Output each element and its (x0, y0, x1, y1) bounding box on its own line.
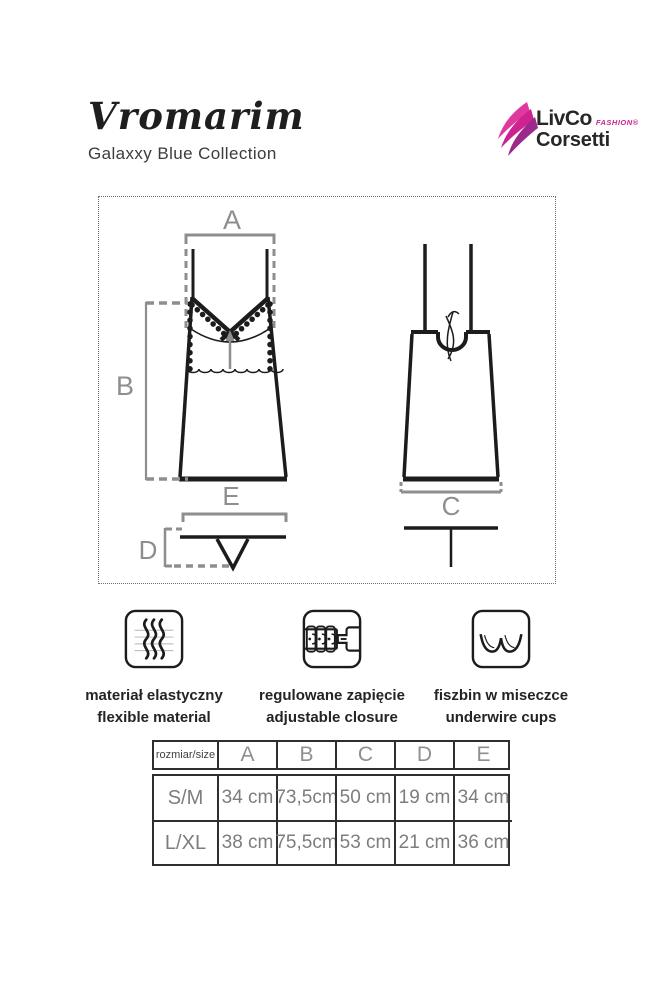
size-table (152, 740, 510, 866)
row-lxl-a: 38 cm (217, 820, 276, 864)
label-a: A (222, 205, 242, 235)
row-sm-c: 50 cm (335, 776, 394, 820)
logo-text (536, 108, 639, 150)
caption-pl: regulowane zapięcie (259, 687, 405, 704)
caption-pl: materiał elastyczny (85, 687, 223, 704)
header-col-c: C (335, 742, 394, 768)
logo-corsetti: Corsetti (536, 129, 610, 151)
row-lxl-c: 53 cm (335, 820, 394, 864)
logo-fashion: FASHION® (595, 117, 639, 127)
label-c: C (441, 491, 461, 521)
brand-logo (496, 101, 639, 157)
header-col-b: B (276, 742, 335, 768)
collection-name: Galaxxy Blue Collection (88, 144, 277, 163)
row-lxl-b: 75,5cm (276, 820, 335, 864)
row-sm-a: 34 cm (217, 776, 276, 820)
row-lxl-size: L/XL (154, 820, 217, 864)
logo-livco: LivCo (536, 107, 592, 130)
caption-pl: fiszbin w miseczce (433, 687, 569, 704)
label-d: D (138, 535, 158, 565)
front-view (116, 205, 287, 568)
row-sm-b: 73,5cm (276, 776, 335, 820)
measurement-diagram (98, 196, 556, 584)
caption-en: underwire cups (445, 708, 557, 726)
row-lxl-e: 36 cm (453, 820, 512, 864)
garment-drawing (99, 197, 554, 582)
row-lxl-d: 21 cm (394, 820, 453, 864)
underwire-cups-icon (470, 608, 532, 670)
header-col-a: A (217, 742, 276, 768)
caption-en: adjustable closure (266, 708, 398, 726)
product-name: Vromarim (88, 94, 305, 138)
row-sm-e: 34 cm (453, 776, 512, 820)
back-view (401, 244, 501, 567)
feature-underwire-cups (389, 608, 613, 729)
label-b: B (115, 371, 135, 401)
header-col-e: E (453, 742, 512, 768)
size-table-header (152, 740, 510, 770)
size-table-body (152, 774, 510, 866)
title-block (88, 94, 305, 164)
header-col-d: D (394, 742, 453, 768)
header-size-label: rozmiar/size (155, 749, 216, 761)
adjustable-closure-icon (301, 608, 363, 670)
row-sm-d: 19 cm (394, 776, 453, 820)
elastic-material-icon (123, 608, 185, 670)
wing-icon (496, 101, 540, 157)
row-sm-size: S/M (167, 786, 204, 809)
label-e: E (222, 481, 240, 511)
caption-en: flexible material (97, 708, 211, 726)
